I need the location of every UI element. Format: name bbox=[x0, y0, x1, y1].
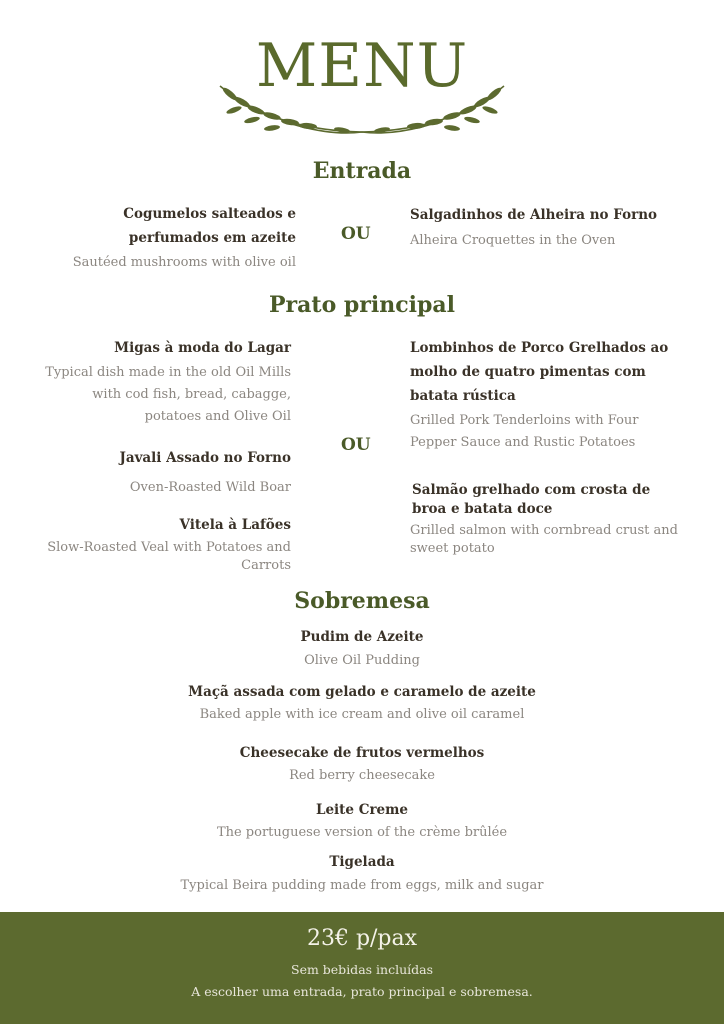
sobremesa-3-desc: Red berry cheesecake bbox=[289, 768, 435, 783]
principal-right-2-desc: Grilled salmon with cornbread crust and sweet potato bbox=[410, 523, 678, 556]
section-principal-heading: Prato principal bbox=[269, 292, 455, 318]
sobremesa-3-name: Cheesecake de frutos vermelhos bbox=[239, 745, 485, 761]
sobremesa-2-name: Maçã assada com gelado e caramelo de azeite bbox=[188, 684, 536, 700]
sobremesa-1-name: Pudim de Azeite bbox=[300, 629, 424, 645]
entrada-right-name: Salgadinhos de Alheira no Forno bbox=[410, 207, 658, 223]
principal-or-label: OU bbox=[341, 435, 371, 455]
entrada-right-desc: Alheira Croquettes in the Oven bbox=[410, 233, 616, 248]
footer-note-drinks: Sem bebidas incluídas bbox=[291, 962, 433, 977]
section-sobremesa-heading: Sobremesa bbox=[294, 588, 430, 614]
menu-title: MENU bbox=[255, 31, 469, 101]
principal-right-1-name: Lombinhos de Porco Grelhados ao molho de quatro pimentas com batata rústica bbox=[410, 340, 669, 404]
principal-left-1-desc: Typical dish made in the old Oil Mills with cod fish, bread, cabagge, potatoes and Olive Oil bbox=[45, 365, 291, 424]
principal-left-2-desc: Oven-Roasted Wild Boar bbox=[129, 480, 291, 495]
sobremesa-1-desc: Olive Oil Pudding bbox=[304, 653, 420, 668]
entrada-left-desc: Sautéed mushrooms with olive oil bbox=[72, 255, 296, 270]
principal-left-3-name: Vitela à Lafões bbox=[179, 517, 291, 533]
principal-left-3-desc: Slow-Roasted Veal with Potatoes and Carrots bbox=[47, 540, 291, 573]
entrada-or-label: OU bbox=[341, 224, 371, 244]
sobremesa-5-desc: Typical Beira pudding made from eggs, milk and sugar bbox=[180, 878, 544, 893]
sobremesa-4-desc: The portuguese version of the crème brûlée bbox=[216, 825, 508, 840]
principal-left-1-name: Migas à moda do Lagar bbox=[114, 340, 291, 356]
principal-right-2-name: Salmão grelhado com crosta de broa e batata doce bbox=[412, 482, 651, 517]
footer-note-choice: A escolher uma entrada, prato principal e sobremesa. bbox=[191, 984, 533, 999]
laurel-icon bbox=[212, 72, 512, 140]
principal-right-1-desc: Grilled Pork Tenderloins with Four Pepper Sauce and Rustic Potatoes bbox=[410, 413, 639, 450]
sobremesa-5-name: Tigelada bbox=[329, 854, 395, 870]
sobremesa-2-desc: Baked apple with ice cream and olive oil caramel bbox=[199, 707, 525, 722]
entrada-left-name: Cogumelos salteados e perfumados em azeite bbox=[123, 206, 296, 246]
principal-left-2-name: Javali Assado no Forno bbox=[119, 450, 291, 466]
sobremesa-4-name: Leite Creme bbox=[315, 802, 409, 818]
section-entrada-heading: Entrada bbox=[312, 158, 412, 184]
price-label: 23€ p/pax bbox=[306, 926, 418, 951]
